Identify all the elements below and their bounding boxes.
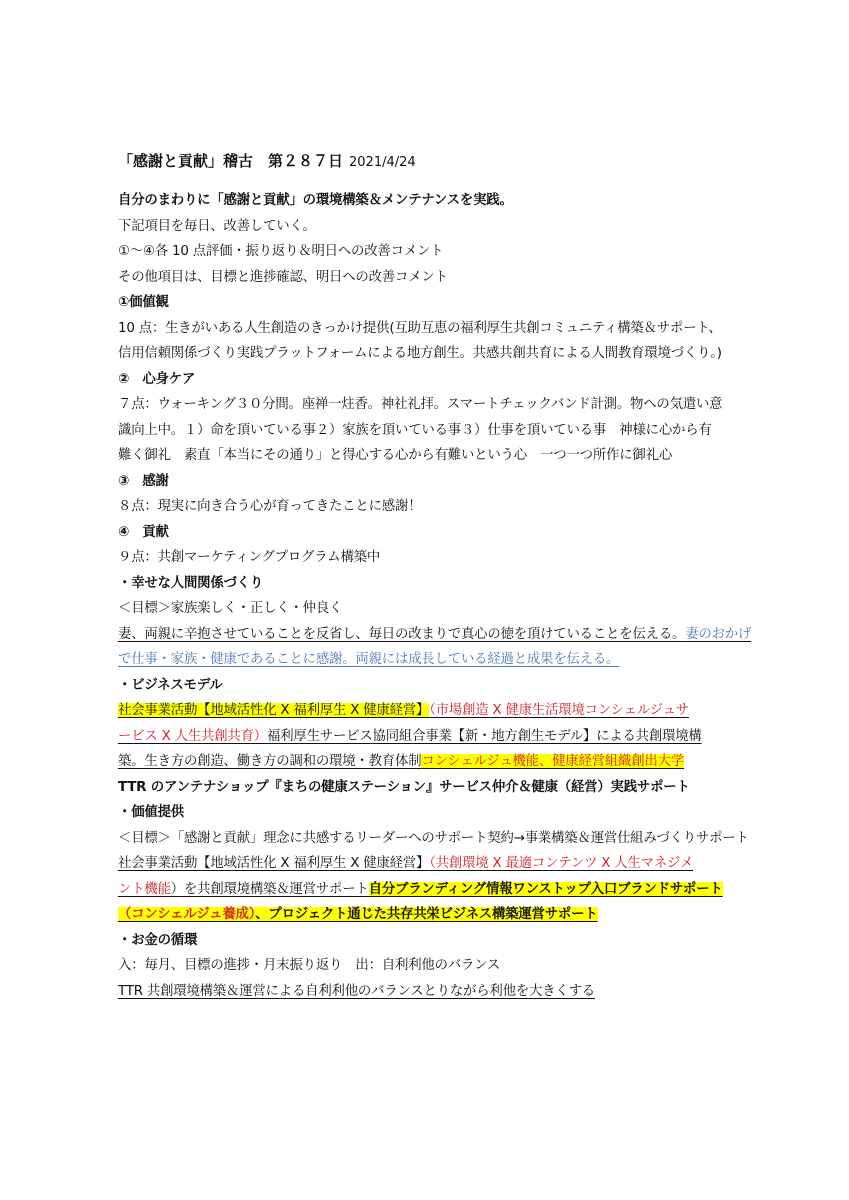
care-line-3: 難く御礼 素直「本当にその通り」と得心する心から有難いという心 一つ一つ所作に御礼心 <box>118 448 673 463</box>
values-line-2: 信用信頼関係づくり実践プラットフォームによる地方創生。共感共創共育による人間教育環境づくり。) <box>118 346 722 361</box>
offer-highlight-red-4: （コンシェルジュ養成） <box>118 907 256 922</box>
offer-red-2: （共創環境 X 最適コンテンツ X 人生マネジメ <box>429 856 694 871</box>
business-text-2: 福利厚生サービス協同組合事業【新・地方創生モデル】による共創環境構 <box>267 728 702 744</box>
business-line-3 <box>118 749 738 775</box>
business-red-1: （市場創造 X 健康生活環境コンシェルジュサ <box>429 703 689 718</box>
care-heading: ② 心身ケア <box>118 371 196 387</box>
document-page <box>118 150 752 1004</box>
contribution-heading: ④ 貢献 <box>118 524 169 540</box>
intro-line-2: ①～④各 10 点評価・振り返り＆明日への改善コメント <box>118 244 444 259</box>
offer-red-3: ント機能 <box>118 881 171 897</box>
values-line-1: 10 点：生きがいある人生創造のきっかけ提供(互助互恵の福利厚生共創コミュニティ構築＆サポート、 <box>118 320 722 336</box>
page-title <box>118 150 738 174</box>
business-line-1 <box>118 698 738 724</box>
gratitude-heading: ③ 感謝 <box>118 473 169 489</box>
relations-goal: ＜目標＞家族楽しく・正しく・仲良く <box>118 601 343 616</box>
contribution-line-1: ９点：共創マーケティングプログラム構築中 <box>118 550 381 565</box>
intro-line-1: 下記項目を毎日、改善していく。 <box>118 218 316 234</box>
relations-line-1 <box>118 622 752 648</box>
care-line-2: 識向上中。１）命を頂いている事２）家族を頂いている事３）仕事を頂いている事 神様に心から有 <box>118 422 712 438</box>
relations-heading: ・幸せな人間関係づくり <box>118 575 264 591</box>
business-line-2 <box>118 724 738 750</box>
offer-text-3: ）を共創環境構築＆運営サポート <box>170 881 369 897</box>
business-highlight-3: コンシェルジュ機能、健康経営組織創出大学 <box>421 754 684 769</box>
offer-goal: ＜目標＞「感謝と貢献」理念に共感するリーダーへのサポート契約→事業構築＆運営仕組みづくりサポート <box>118 830 749 846</box>
offer-line-2 <box>118 851 738 877</box>
offer-heading: ・価値提供 <box>118 805 184 820</box>
offer-line-3 <box>118 877 738 903</box>
business-red-2: ービス X 人生共創共育） <box>118 728 267 744</box>
money-line-2: TTR 共創環境構築＆運営による自利利他のバランスとりながら利他を大きくする <box>118 983 595 999</box>
relations-text-b: 妻のおかげ <box>685 626 752 642</box>
relations-line-2: で仕事・家族・健康であることに感謝。両親には成長している経過と成果を伝える。 <box>118 652 620 667</box>
business-text-3: 築。生き方の創造、働き方の調和の環境・教育体制 <box>118 754 422 769</box>
values-heading: ①価値観 <box>118 295 169 310</box>
gratitude-line-1: ８点：現実に向き合う心が育ってきたことに感謝！ <box>118 499 422 514</box>
relations-text-a: 妻、両親に辛抱させていることを反省し、毎日の改まりで真心の徳を頂けていることを伝える。 <box>118 626 686 642</box>
care-line-1: ７点：ウォーキング３０分間。座禅一炷香。神社礼拝。スマートチェックバンド計測。物への気遣い意 <box>118 397 723 412</box>
business-highlight-1: 社会事業活動【地域活性化 X 福利厚生 X 健康経営】 <box>118 703 430 718</box>
business-heading: ・ビジネスモデル <box>118 677 223 693</box>
offer-highlight-4: 、プロジェクト通じた共存共栄ビジネス構築運営サポート <box>255 907 598 922</box>
title-text: 「感謝と貢献」稽古 第２８７日 <box>118 152 344 170</box>
offer-line-4 <box>118 902 738 928</box>
money-line-1: 入：毎月、目標の進捗・月末振り返り 出：自利利他のバランス <box>118 958 501 973</box>
money-heading: ・お金の循環 <box>118 932 198 948</box>
offer-highlight-3: 自分ブランディング情報ワンストップ入口ブランドサポート <box>368 881 723 897</box>
title-date: 2021/4/24 <box>349 155 416 170</box>
business-line-4: TTR のアンテナショップ『まちの健康ステーション』サービス仲介＆健康（経営）実践サポート <box>118 779 690 795</box>
offer-text-2: 社会事業活動【地域活性化 X 福利厚生 X 健康経営】 <box>118 856 430 871</box>
intro-line-3: その他項目は、目標と進捗確認、明日への改善コメント <box>118 269 448 285</box>
intro-headline: 自分のまわりに「感謝と貢献」の環境構築＆メンテナンスを実践。 <box>118 193 513 208</box>
